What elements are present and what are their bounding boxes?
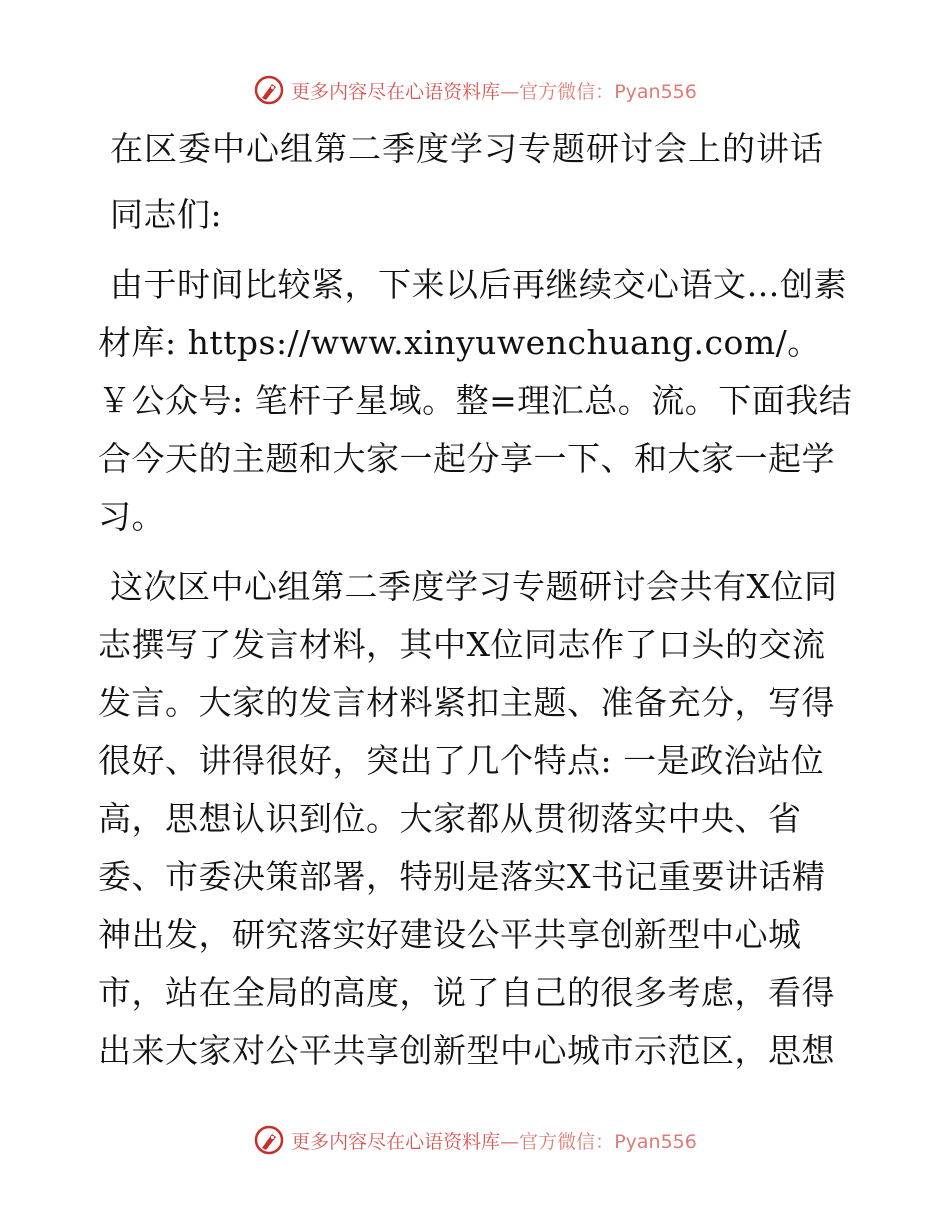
greeting: 同志们:: [110, 195, 223, 234]
watermark-text: 更多内容尽在心语资料库—官方微信：Pyan556: [291, 1130, 697, 1153]
header-watermark-banner: [0, 70, 950, 110]
footer-watermark-banner: [0, 1120, 950, 1160]
document-title: 在区委中心组第二季度学习专题研讨会上的讲话: [110, 129, 824, 168]
watermark-text: 更多内容尽在心语资料库—官方微信：Pyan556: [291, 80, 697, 103]
pen-nib-icon: [253, 1124, 285, 1156]
pen-nib-icon: [253, 74, 285, 106]
paragraph-2: 这次区中心组第二季度学习专题研讨会共有X位同志撰写了发言材料，其中X位同志作了口头的交流发言。大家的发言材料紧扣主题、准备充分，写得很好、讲得很好，突出了几个特点: 一是政治站位高，思想认识到位。大家都从贯彻落实中央、省委、市委决策部署，特别是落实X书记重要讲话精神出发，研究落实好建设公平共享创新型中心城市，站在全局的高度，说了自己的很多考虑，看得出来大家对公平共享创新型中心城市示范区，思想: [98, 567, 838, 1070]
paragraph-1: 由于时间比较紧，下来以后再继续交心语文…创素材库: https://www.xinyuwenchuang.com/。￥公众号: 笔杆子星域。整=理汇总。流。下面我结合今天的主题和大家一起分享一下、和大家一起学习。: [98, 265, 853, 536]
document-body: [98, 120, 858, 1080]
